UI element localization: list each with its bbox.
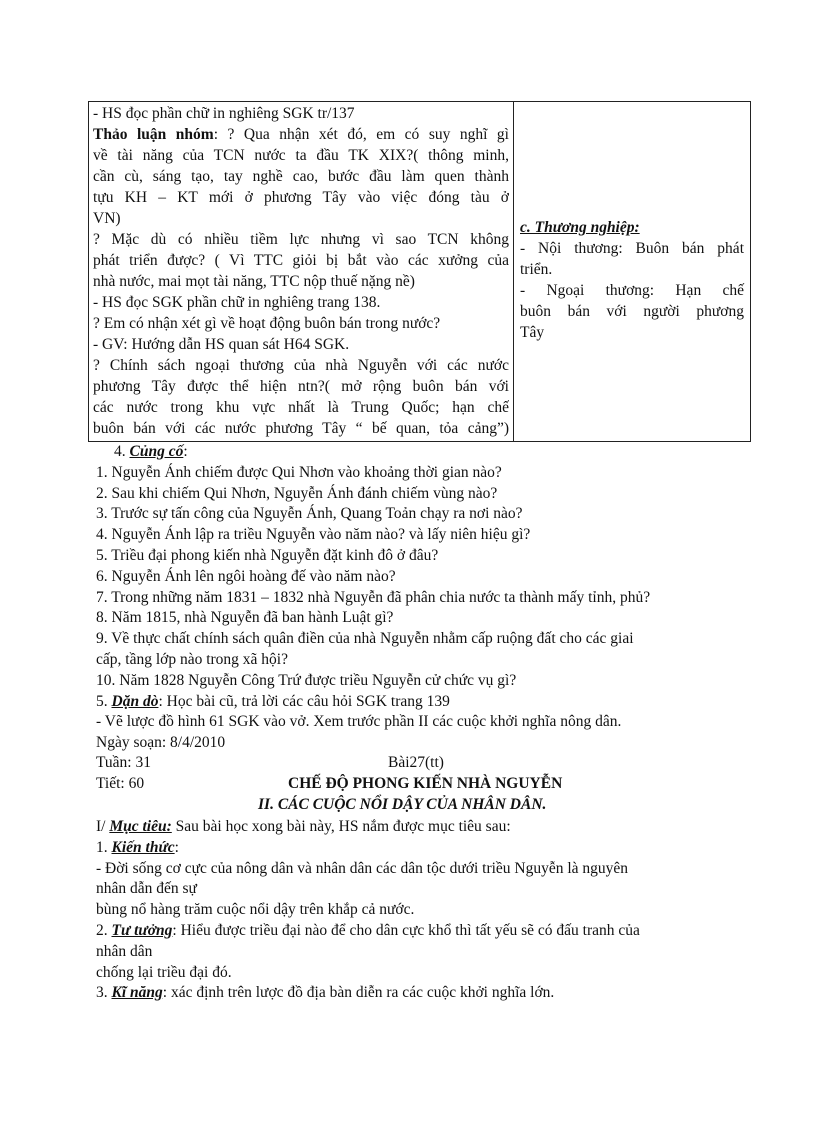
review-question: 3. Trước sự tấn công của Nguyễn Ánh, Quang Toản chạy ra nơi nào? [96,505,523,523]
review-question: cấp, tầng lớp nào trong xã hội? [96,650,288,668]
period-row [96,775,722,796]
review-question: 2. Sau khi chiếm Qui Nhơn, Nguyễn Ánh đánh chiếm vùng nào? [96,484,498,502]
review-question: 4. Nguyễn Ánh lập ra triều Nguyễn vào năm nào? và lấy niên hiệu gì? [96,526,531,544]
skills-line: 3. Kĩ năng: xác định trên lược đồ địa bàn diễn ra các cuộc khởi nghĩa lớn. [96,984,555,1002]
table-line: phát triển được? ( Vì TTC giỏi bị bắt vào các xưởng của [93,252,509,269]
knowledge-line: bùng nổ hàng trăm cuộc nổi dậy trên khắp cả nước. [96,901,415,919]
review-section [96,442,722,1004]
homework-label: Dặn dò [111,692,159,710]
teacher-activity-cell [89,102,514,442]
knowledge-line: nhân dẫn đến sự [96,880,197,898]
table-line: VN) [93,210,121,227]
lesson-title: CHẾ ĐỘ PHONG KIẾN NHÀ NGUYỄN [288,774,563,792]
knowledge-heading: 1. Kiến thức: [96,838,179,856]
content-line: - Ngoại thương: Hạn chế [520,282,744,299]
review-question: 8. Năm 1815, nhà Nguyễn đã ban hành Luật gì? [96,609,394,627]
objectives-heading: I/ Mục tiêu: Sau bài học xong bài này, HS nắm được mục tiêu sau: [96,817,511,835]
discussion-line: Thảo luận nhóm: ? Qua nhận xét đó, em có suy nghĩ gì [93,126,509,143]
homework-line-2: - Vẽ lược đồ hình 61 SGK vào vở. Xem trước phần II các cuộc khởi nghĩa nông dân. [96,713,622,731]
lesson-table [88,101,751,442]
attitude-line: nhân dân [96,942,153,960]
lesson-subtitle: II. CÁC CUỘC NỔI DẬY CỦA NHÂN DÂN. [258,795,547,813]
prep-date: Ngày soạn: 8/4/2010 [96,734,226,752]
week-row [96,754,722,775]
table-line: các nước trong khu vực nhất là Trung Quốc; hạn chế [93,399,509,416]
homework-line: 5. Dặn dò: Học bài cũ, trả lời các câu hỏi SGK trang 139 [96,692,450,710]
content-line: Tây [520,324,545,341]
content-cell [514,102,751,442]
table-line: ? Mặc dù có nhiều tiềm lực nhưng vì sao TCN không [93,231,509,248]
content-line: triển. [520,261,553,278]
content-line: buôn bán với người phương [520,303,744,320]
review-question: 7. Trong những năm 1831 – 1832 nhà Nguyễn đã phân chia nước ta thành mấy tỉnh, phủ? [96,588,651,606]
review-question: 5. Triều đại phong kiến nhà Nguyễn đặt kinh đô ở đâu? [96,546,439,564]
subtitle-row [96,796,722,817]
table-line: về tài năng của TCN nước ta đầu TK XIX?( thông minh, [93,147,509,164]
period-label: Tiết: 60 [96,774,145,792]
review-question: 1. Nguyễn Ánh chiếm được Qui Nhơn vào khoảng thời gian nào? [96,463,502,481]
knowledge-line: - Đời sống cơ cực của nông dân và nhân dân các dân tộc dưới triều Nguyễn là nguyên [96,859,629,877]
review-question: 9. Về thực chất chính sách quân điền của nhà Nguyễn nhằm cấp ruộng đất cho các giai [96,630,634,648]
discussion-label: Thảo luận nhóm [93,126,214,143]
table-line: - GV: Hướng dẫn HS quan sát H64 SGK. [93,336,350,353]
table-line: ? Em có nhận xét gì về hoạt động buôn bán trong nước? [93,315,441,332]
table-line: - HS đọc SGK phần chữ in nghiêng trang 138. [93,294,381,311]
attitude-line: 2. Tư tưởng: Hiểu được triều đại nào để cho dân cực khổ thì tất yếu sẽ có đấu tranh của [96,921,640,939]
review-question: 6. Nguyễn Ánh lên ngôi hoàng đế vào năm nào? [96,567,396,585]
table-line: ? Chính sách ngoại thương của nhà Nguyễn với các nước [93,357,509,374]
content-line: - Nội thương: Buôn bán phát [520,240,744,257]
attitude-line: chống lại triều đại đó. [96,963,232,981]
review-question: 10. Năm 1828 Nguyễn Công Trứ được triều Nguyễn cử chức vụ gì? [96,671,517,689]
table-line: cần cù, sáng tạo, tay nghề cao, bước đầu làm quen thành [93,168,509,185]
table-line: - HS đọc phần chữ in nghiêng SGK tr/137 [93,105,355,122]
table-line: phương Tây được thể hiện ntn?( mở rộng buôn bán với [93,378,509,395]
table-line: buôn bán với các nước phương Tây “ bế quan, tỏa cảng”) [93,420,509,437]
table-line: tựu KH – KT mới ở phương Tây vào việc đóng tàu ở [93,189,509,206]
commerce-heading: c. Thương nghiệp: [520,219,640,236]
table-line: ? Qua nhận xét đó, em có suy nghĩ gì [227,126,509,143]
table-line: nhà nước, mai mọt tài năng, TTC nộp thuế nặng nề) [93,273,415,290]
week-label: Tuần: 31 [96,753,151,771]
review-heading: 4. Củng cố: [114,443,188,460]
lesson-number: Bài27(tt) [388,753,444,771]
